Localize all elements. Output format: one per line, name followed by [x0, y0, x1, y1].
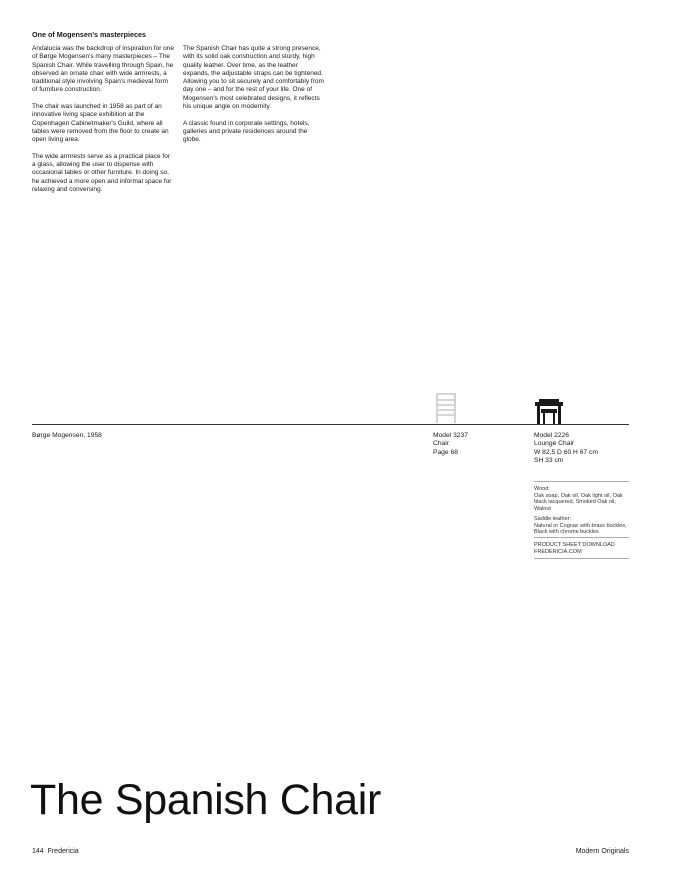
spec-divider [534, 558, 629, 559]
seat-height: SH 33 cm [534, 457, 564, 465]
download-label: PRODUCT SHEET DOWNLOAD [534, 542, 615, 548]
footer-page-info [32, 848, 79, 855]
page-number: 144 [32, 848, 44, 855]
spec-divider [534, 481, 629, 482]
chair-3237-icon [434, 392, 458, 424]
spec-divider [534, 537, 629, 538]
wood-value: Oak soap, Oak oil, Oak light oil, Oak black lacquered, Smoked Oak oil, Walnut [534, 492, 623, 512]
model-number: Model 3237 [433, 432, 468, 439]
paragraph: A classic found in corporate settings, hotels, galleries and private residences around the globe. [183, 119, 310, 144]
paragraph: Andalucia was the backdrop of inspiration for one of Børge Mogensen's many masterpieces – The Spanish Chair. While travelling through Spain, he observed an ornate chair with wide armrests, a traditional style involving Spain's medieval form of furniture construction. [32, 45, 175, 94]
wood-label: Wood: [534, 486, 550, 492]
dimensions: W 82,5 D 60 H 67 cm [534, 448, 598, 456]
model-2226-info [534, 432, 598, 466]
download-link[interactable]: FREDERICIA.COM [534, 548, 582, 555]
brand-name: Fredericia [47, 848, 79, 855]
model-3237-info [433, 432, 468, 457]
designer-credit: Børge Mogensen, 1958 [32, 432, 102, 439]
model-type: Lounge Chair [534, 440, 575, 448]
footer-section: Modern Originals [575, 848, 629, 855]
spanish-chair-icon [535, 399, 563, 424]
leather-value: Natural or Cognac with brass buckles, Black with chrome buckles [534, 522, 627, 536]
leather-label: Saddle leather: [534, 516, 571, 522]
paragraph: The Spanish Chair has quite a strong presence, with its solid oak construction and sturdy, high quality leather. Over time, as the leather expands, the adjustable straps can be tightened. Allowing you to sit securely and comfortably from day one – and for the rest of your life. One of Mogensen's most celebrated designs, it reflects his unique angle on modernity. [183, 45, 324, 111]
page-title: The Spanish Chair [30, 776, 382, 824]
page-reference: Page 68 [433, 448, 458, 456]
leather-spec [534, 516, 629, 536]
divider-rule [32, 424, 629, 425]
paragraph: The wide armrests serve as a practical place for a glass, allowing the user to dispense with occasional tables or other furniture. In doing so, he achieved a more open and informal space for relaxing and conversing. [32, 152, 172, 194]
model-type: Chair [433, 440, 449, 448]
product-sheet-download[interactable] [534, 542, 629, 555]
model-number: Model 2226 [534, 432, 569, 439]
paragraph: The chair was launched in 1958 as part of an innovative living space exhibition at the Copenhagen Cabinetmaker's Guild, where all tables were removed from the floor to create an open living area. [32, 103, 169, 144]
wood-spec [534, 486, 629, 512]
body-column-1 [32, 45, 174, 203]
section-heading: One of Mogensen's masterpieces [32, 30, 146, 39]
body-column-2 [183, 45, 325, 153]
